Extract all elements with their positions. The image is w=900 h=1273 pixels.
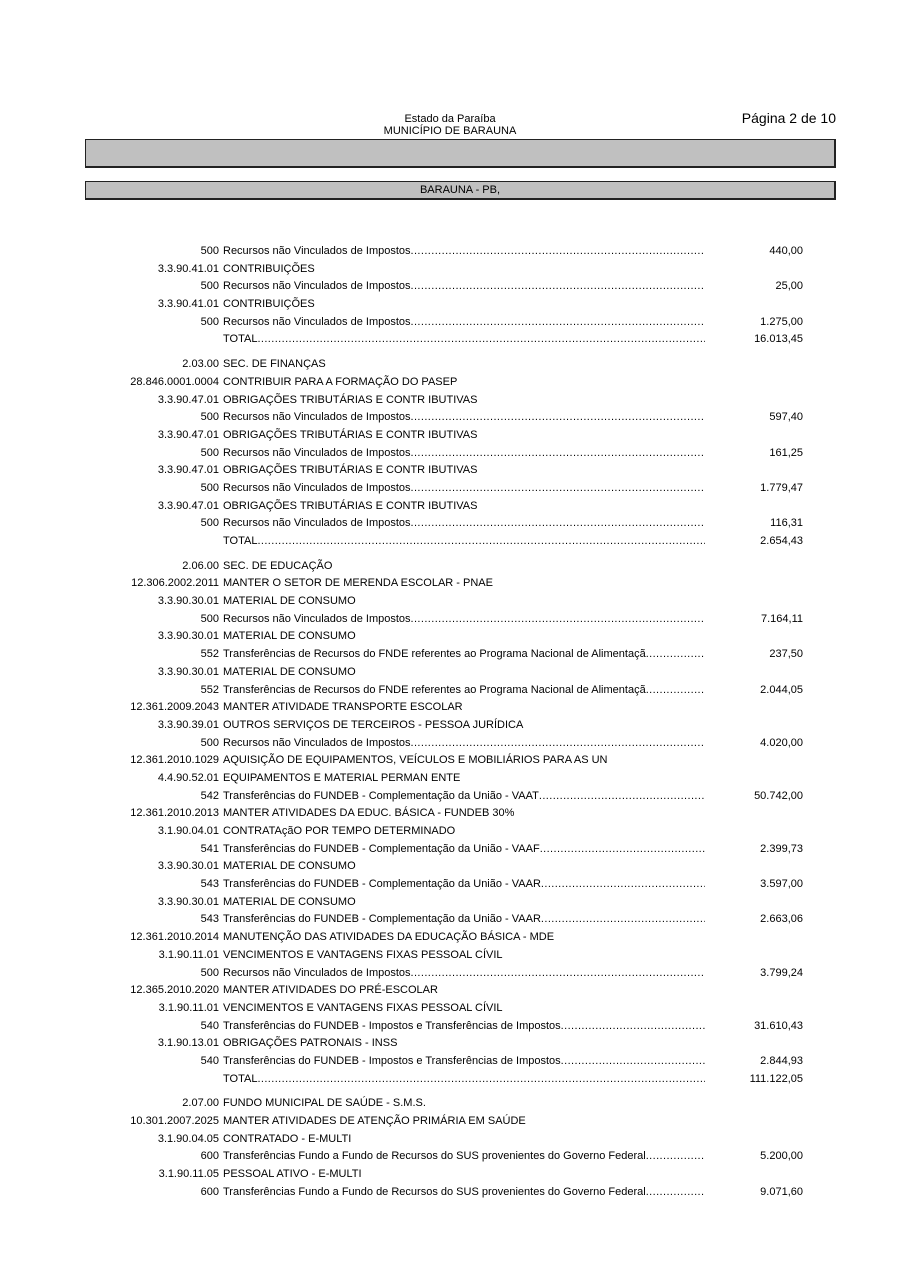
heading-row [0,982,900,1000]
entry-row [0,1053,900,1071]
heading-row [0,575,900,593]
account-code: 500 [200,315,219,328]
account-description: Recursos não Vinculados de Impostos [223,966,411,979]
heading-row [0,296,900,314]
entry-row [0,646,900,664]
amount: 50.742,00 [754,789,803,802]
heading-row [0,261,900,279]
account-description: Recursos não Vinculados de Impostos [223,446,411,459]
entry-row [0,278,900,296]
account-code: 500 [200,517,219,530]
heading-row [0,947,900,965]
heading-row [0,498,900,516]
account-code: 3.3.90.47.01 [157,428,219,441]
dot-leader [411,278,705,296]
amount: 3.799,24 [760,966,803,979]
dot-leader [646,1148,705,1166]
amount: 440,00 [769,245,803,257]
account-description: Transferências Fundo a Fundo de Recursos do SUS provenientes do Governo Federal [223,1150,646,1163]
account-description: Recursos não Vinculados de Impostos [223,612,411,625]
account-description: CONTRATAçãO POR TEMPO DETERMINADO [223,825,456,837]
entry-row [0,1018,900,1036]
account-code: 3.3.90.39.01 [157,718,219,731]
account-code: 3.3.90.41.01 [157,298,219,311]
amount: 1.779,47 [760,481,803,494]
account-code: 3.3.90.30.01 [157,630,219,643]
description-leader [223,480,705,498]
account-code: 543 [200,878,219,891]
account-description: MATERIAL DE CONSUMO [223,630,356,643]
description-leader [223,243,705,261]
dot-leader [411,515,705,533]
account-description: MANUTENÇÃO DAS ATIVIDADES DA EDUCAÇÃO BÁSICA - MDE [223,931,555,944]
amount: 3.597,00 [760,878,803,891]
account-description: Recursos não Vinculados de Impostos [223,736,411,749]
account-description: MANTER ATIVIDADES DO PRÉ-ESCOLAR [223,984,438,997]
dot-leader [257,533,705,551]
heading-row [0,1113,900,1131]
dot-leader [411,480,705,498]
account-code: 3.1.90.11.05 [158,1168,219,1181]
account-description: Transferências de Recursos do FNDE referentes ao Programa Nacional de Alimentaçã [223,648,646,661]
entry-row [0,480,900,498]
account-description: MATERIAL DE CONSUMO [223,595,356,608]
description-leader [223,533,705,551]
description-leader [223,331,705,349]
amount: 116,31 [770,517,803,530]
heading-row [0,1095,900,1113]
heading-row [0,1131,900,1149]
dot-leader [257,1071,705,1089]
heading-row [0,427,900,445]
description-leader [223,876,705,894]
account-code: 3.1.90.04.01 [157,825,219,837]
account-description: MANTER ATIVIDADES DA EDUC. BÁSICA - FUNDEB 30% [223,807,515,820]
amount: 2.844,93 [760,1054,803,1067]
entry-row [0,965,900,983]
account-description: TOTAL [223,1072,258,1085]
dot-leader [539,788,705,806]
account-description: EQUIPAMENTOS E MATERIAL PERMAN ENTE [223,771,461,784]
amount: 9.071,60 [760,1185,803,1198]
account-code: 12.306.2002.2011 [131,577,219,590]
account-description: Recursos não Vinculados de Impostos [223,517,411,530]
entry-row [0,911,900,929]
account-description: Transferências do FUNDEB - Complementação da União - VAAT [223,789,539,802]
account-code: 28.846.0001.0004 [130,375,219,388]
heading-row [0,664,900,682]
account-code: 3.3.90.47.01 [157,393,219,406]
description-leader [223,788,705,806]
description-leader [223,735,705,753]
amount: 2.654,43 [760,535,803,547]
entry-row [0,611,900,629]
heading-row [0,894,900,912]
heading-row [0,1000,900,1018]
account-code: 540 [200,1054,219,1067]
account-description: Transferências de Recursos do FNDE referentes ao Programa Nacional de Alimentaçã [223,683,646,696]
entry-row [0,409,900,427]
account-code: 552 [200,683,219,696]
account-code: 600 [200,1185,219,1198]
description-leader [223,682,705,700]
dot-leader [561,1018,705,1036]
dot-leader [411,735,705,753]
account-code: 500 [200,966,219,979]
account-description: SEC. DE FINANÇAS [223,358,326,371]
account-description: OBRIGAÇÕES TRIBUTÁRIAS E CONTR IBUTIVAS [223,393,478,406]
entry-row [0,515,900,533]
account-code: 500 [200,411,219,424]
account-code: 3.1.90.04.05 [157,1132,219,1145]
account-description: CONTRIBUIR PARA A FORMAÇÃO DO PASEP [223,375,458,388]
account-description: Transferências do FUNDEB - Complementação da União - VAAR [223,878,541,891]
amount: 2.399,73 [760,842,803,855]
account-description: MATERIAL DE CONSUMO [223,665,356,678]
amount: 2.044,05 [760,683,803,696]
municipality-name: MUNICÍPIO DE BARAUNA [383,125,517,137]
account-code: 542 [200,789,219,802]
description-leader [223,409,705,427]
heading-row [0,805,900,823]
account-code: 543 [200,913,219,926]
account-description: OBRIGAÇÕES TRIBUTÁRIAS E CONTR IBUTIVAS [223,464,478,477]
account-code: 3.1.90.13.01 [157,1037,219,1050]
description-leader [223,278,705,296]
dot-leader [411,409,705,427]
account-description: AQUISIÇÃO DE EQUIPAMENTOS, VEÍCULOS E MOBILIÁRIOS PARA AS UN [223,754,608,767]
heading-row [0,1035,900,1053]
dot-leader [541,911,705,929]
account-description: PESSOAL ATIVO - E-MULTI [223,1168,362,1181]
amount: 7.164,11 [760,612,803,625]
amount: 597,40 [769,411,803,424]
description-leader [223,1018,705,1036]
heading-row [0,462,900,480]
account-description: Recursos não Vinculados de Impostos [223,245,411,257]
header-band [85,139,836,168]
amount: 4.020,00 [760,736,803,749]
description-leader [223,611,705,629]
account-code: 3.3.90.30.01 [157,895,219,908]
heading-row [0,558,900,576]
description-leader [223,314,705,332]
heading-row [0,929,900,947]
page-number: Página 2 de 10 [741,110,836,126]
account-description: OBRIGAÇÕES TRIBUTÁRIAS E CONTR IBUTIVAS [223,499,478,512]
account-code: 3.3.90.30.01 [157,595,219,608]
dot-leader [411,314,705,332]
account-code: 12.361.2010.2014 [130,931,219,944]
account-description: Recursos não Vinculados de Impostos [223,411,411,424]
description-leader [223,965,705,983]
account-description: OBRIGAÇÕES TRIBUTÁRIAS E CONTR IBUTIVAS [223,428,478,441]
account-description: Transferências Fundo a Fundo de Recursos do SUS provenientes do Governo Federal [223,1185,646,1198]
heading-row [0,593,900,611]
dot-leader [411,965,705,983]
amount: 1.275,00 [760,315,803,328]
account-description: Recursos não Vinculados de Impostos [223,481,411,494]
description-leader [223,1053,705,1071]
heading-row [0,628,900,646]
account-code: 3.1.90.11.01 [158,1001,219,1014]
heading-row [0,717,900,735]
account-code: 500 [200,446,219,459]
description-leader [223,445,705,463]
description-leader [223,515,705,533]
description-leader [223,1148,705,1166]
account-description: Recursos não Vinculados de Impostos [223,315,411,328]
entry-row [0,876,900,894]
account-code: 500 [200,736,219,749]
account-description: Transferências do FUNDEB - Complementação da União - VAAF [223,842,540,855]
description-leader [223,911,705,929]
total-row [0,331,900,349]
entry-row [0,314,900,332]
description-leader [223,646,705,664]
dot-leader [411,445,705,463]
account-code: 3.1.90.11.01 [158,948,219,961]
account-code: 500 [200,245,219,257]
account-description: OUTROS SERVIÇOS DE TERCEIROS - PESSOA JURÍDICA [223,718,524,731]
amount: 161,25 [769,446,803,459]
account-code: 500 [200,280,219,293]
heading-row [0,823,900,841]
heading-row [0,1166,900,1184]
amount: 237,50 [769,648,803,661]
heading-row [0,752,900,770]
account-description: FUNDO MUNICIPAL DE SAÚDE - S.M.S. [223,1097,426,1110]
entry-row [0,682,900,700]
dot-leader [411,243,705,261]
account-code: 540 [200,1019,219,1032]
account-code: 2.03.00 [182,358,219,371]
description-leader [223,1184,705,1202]
account-description: MATERIAL DE CONSUMO [223,860,356,873]
account-code: 2.06.00 [182,559,219,572]
amount: 5.200,00 [760,1150,803,1163]
location-bar: BARAUNA - PB, [85,181,836,200]
state-name: Estado da Paraíba [404,113,496,125]
account-description: CONTRIBUIÇÕES [223,262,315,275]
account-code: 12.365.2010.2020 [130,984,219,997]
entry-row [0,1184,900,1202]
entry-row [0,841,900,859]
amount: 16.013,45 [754,333,803,346]
account-description: OBRIGAÇÕES PATRONAIS - INSS [223,1037,398,1050]
account-code: 541 [200,842,219,855]
amount: 111.122,05 [749,1072,803,1085]
total-row [0,533,900,551]
account-code: 552 [200,648,219,661]
dot-leader [646,682,705,700]
heading-row [0,858,900,876]
dot-leader [561,1053,705,1071]
account-code: 10.301.2007.2025 [130,1115,219,1127]
account-description: MATERIAL DE CONSUMO [223,895,356,908]
entry-row [0,445,900,463]
account-code: 2.07.00 [182,1097,219,1110]
entry-row [0,735,900,753]
amount: 25,00 [775,280,803,293]
dot-leader [646,1184,705,1202]
account-description: Transferências do FUNDEB - Impostos e Transferências de Impostos [223,1019,561,1032]
dot-leader [540,841,705,859]
total-row [0,1071,900,1089]
dot-leader [646,646,705,664]
account-code: 12.361.2010.2013 [130,807,219,820]
account-description: TOTAL [223,333,258,346]
account-description: CONTRATADO - E-MULTI [223,1132,352,1145]
account-description: VENCIMENTOS E VANTAGENS FIXAS PESSOAL CÍVIL [223,1001,503,1014]
heading-row [0,770,900,788]
heading-row [0,392,900,410]
account-description: Transferências do FUNDEB - Complementação da União - VAAR [223,913,541,926]
heading-row [0,699,900,717]
account-description: Transferências do FUNDEB - Impostos e Transferências de Impostos [223,1054,561,1067]
account-description: MANTER ATIVIDADES DE ATENÇÃO PRIMÁRIA EM SAÚDE [223,1115,526,1127]
entry-row [0,788,900,806]
account-description: Recursos não Vinculados de Impostos [223,280,411,293]
account-code: 500 [200,481,219,494]
account-description: MANTER O SETOR DE MERENDA ESCOLAR - PNAE [223,577,493,590]
dot-leader [541,876,705,894]
description-leader [223,1071,705,1089]
account-code: 12.361.2010.1029 [130,754,219,767]
account-code: 3.3.90.41.01 [157,262,219,275]
account-code: 3.3.90.30.01 [157,860,219,873]
dot-leader [411,611,705,629]
account-code: 3.3.90.47.01 [157,464,219,477]
account-description: VENCIMENTOS E VANTAGENS FIXAS PESSOAL CÍVIL [223,948,503,961]
account-code: 3.3.90.47.01 [157,499,219,512]
account-code: 4.4.90.52.01 [157,771,219,784]
amount: 31.610,43 [754,1019,803,1032]
heading-row [0,356,900,374]
account-code: 500 [200,612,219,625]
account-description: TOTAL [223,535,258,547]
account-code: 600 [200,1150,219,1163]
account-description: MANTER ATIVIDADE TRANSPORTE ESCOLAR [223,701,463,714]
heading-row [0,374,900,392]
account-code: 3.3.90.30.01 [157,665,219,678]
account-code: 12.361.2009.2043 [130,701,219,714]
dot-leader [257,331,705,349]
account-description: CONTRIBUIÇÕES [223,298,315,311]
entry-row [0,1148,900,1166]
description-leader [223,841,705,859]
ledger-rows [0,243,900,1201]
amount: 2.663,06 [760,913,803,926]
account-description: SEC. DE EDUCAÇÃO [223,559,333,572]
entry-row [0,243,900,261]
